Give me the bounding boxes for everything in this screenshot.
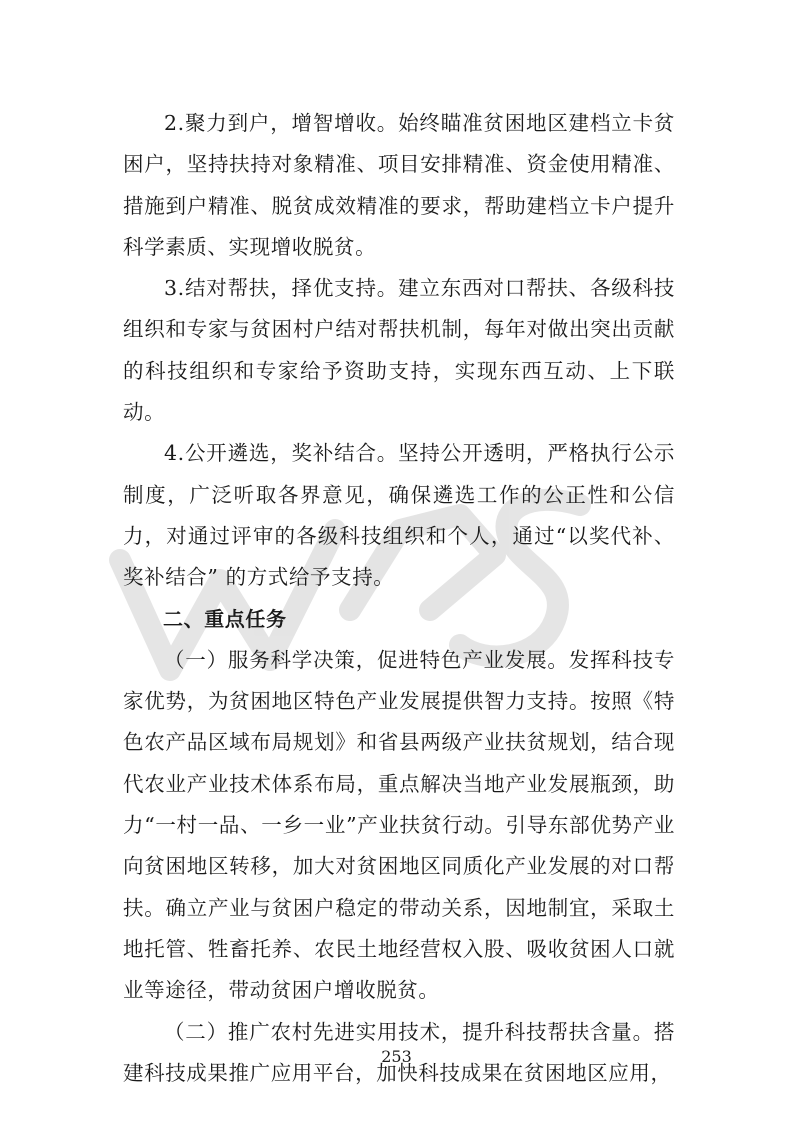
- paragraph-2: 3.结对帮扶，择优支持。建立东西对口帮扶、各级科技组织和专家与贫困村户结对帮扶机制，每年对做出突出贡献的科技组织和专家给予资助支持，实现东西互动、上下联动。: [123, 276, 675, 425]
- document-body: [123, 103, 675, 1094]
- paragraph-1: 2.聚力到户，增智增收。始终瞄准贫困地区建档立卡贫困户，坚持扶持对象精准、项目安排精准、资金使用精准、措施到户精准、脱贫成效精准的要求，帮助建档立卡户提升科学素质、实现增收脱贫。: [123, 111, 675, 259]
- paragraph-5: （二）推广农村先进实用技术，提升科技帮扶含量。搭建科技成果推广应用平台，加快科技成果在贫困地区应用，: [123, 1019, 675, 1085]
- section-heading: 二、重点任务: [163, 606, 287, 631]
- paragraph-4: （一）服务科学决策，促进特色产业发展。发挥科技专家优势，为贫困地区特色产业发展提供智力支持。按照《特色农产品区域布局规划》和省县两级产业扶贫规划，结合现代农业产业技术体系布局，重点解决当地产业发展瓶颈，助力“一村一品、一乡一业”产业扶贫行动。引导东部优势产业向贫困地区转移，加大对贫困地区同质化产业发展的对口帮扶。确立产业与贫困户稳定的带动关系，因地制宜，采取土地托管、牲畜托养、农民土地经营权入股、吸收贫困人口就业等途径，带动贫困户增收脱贫。: [123, 647, 675, 1003]
- paragraph-3: 4.公开遴选，奖补结合。坚持公开透明，严格执行公示制度，广泛听取各界意见，确保遴选工作的公正性和公信力，对通过评审的各级科技组织和个人，通过“以奖代补、奖补结合” 的方式给予支持。: [123, 441, 675, 590]
- page-number: 253: [381, 1047, 412, 1066]
